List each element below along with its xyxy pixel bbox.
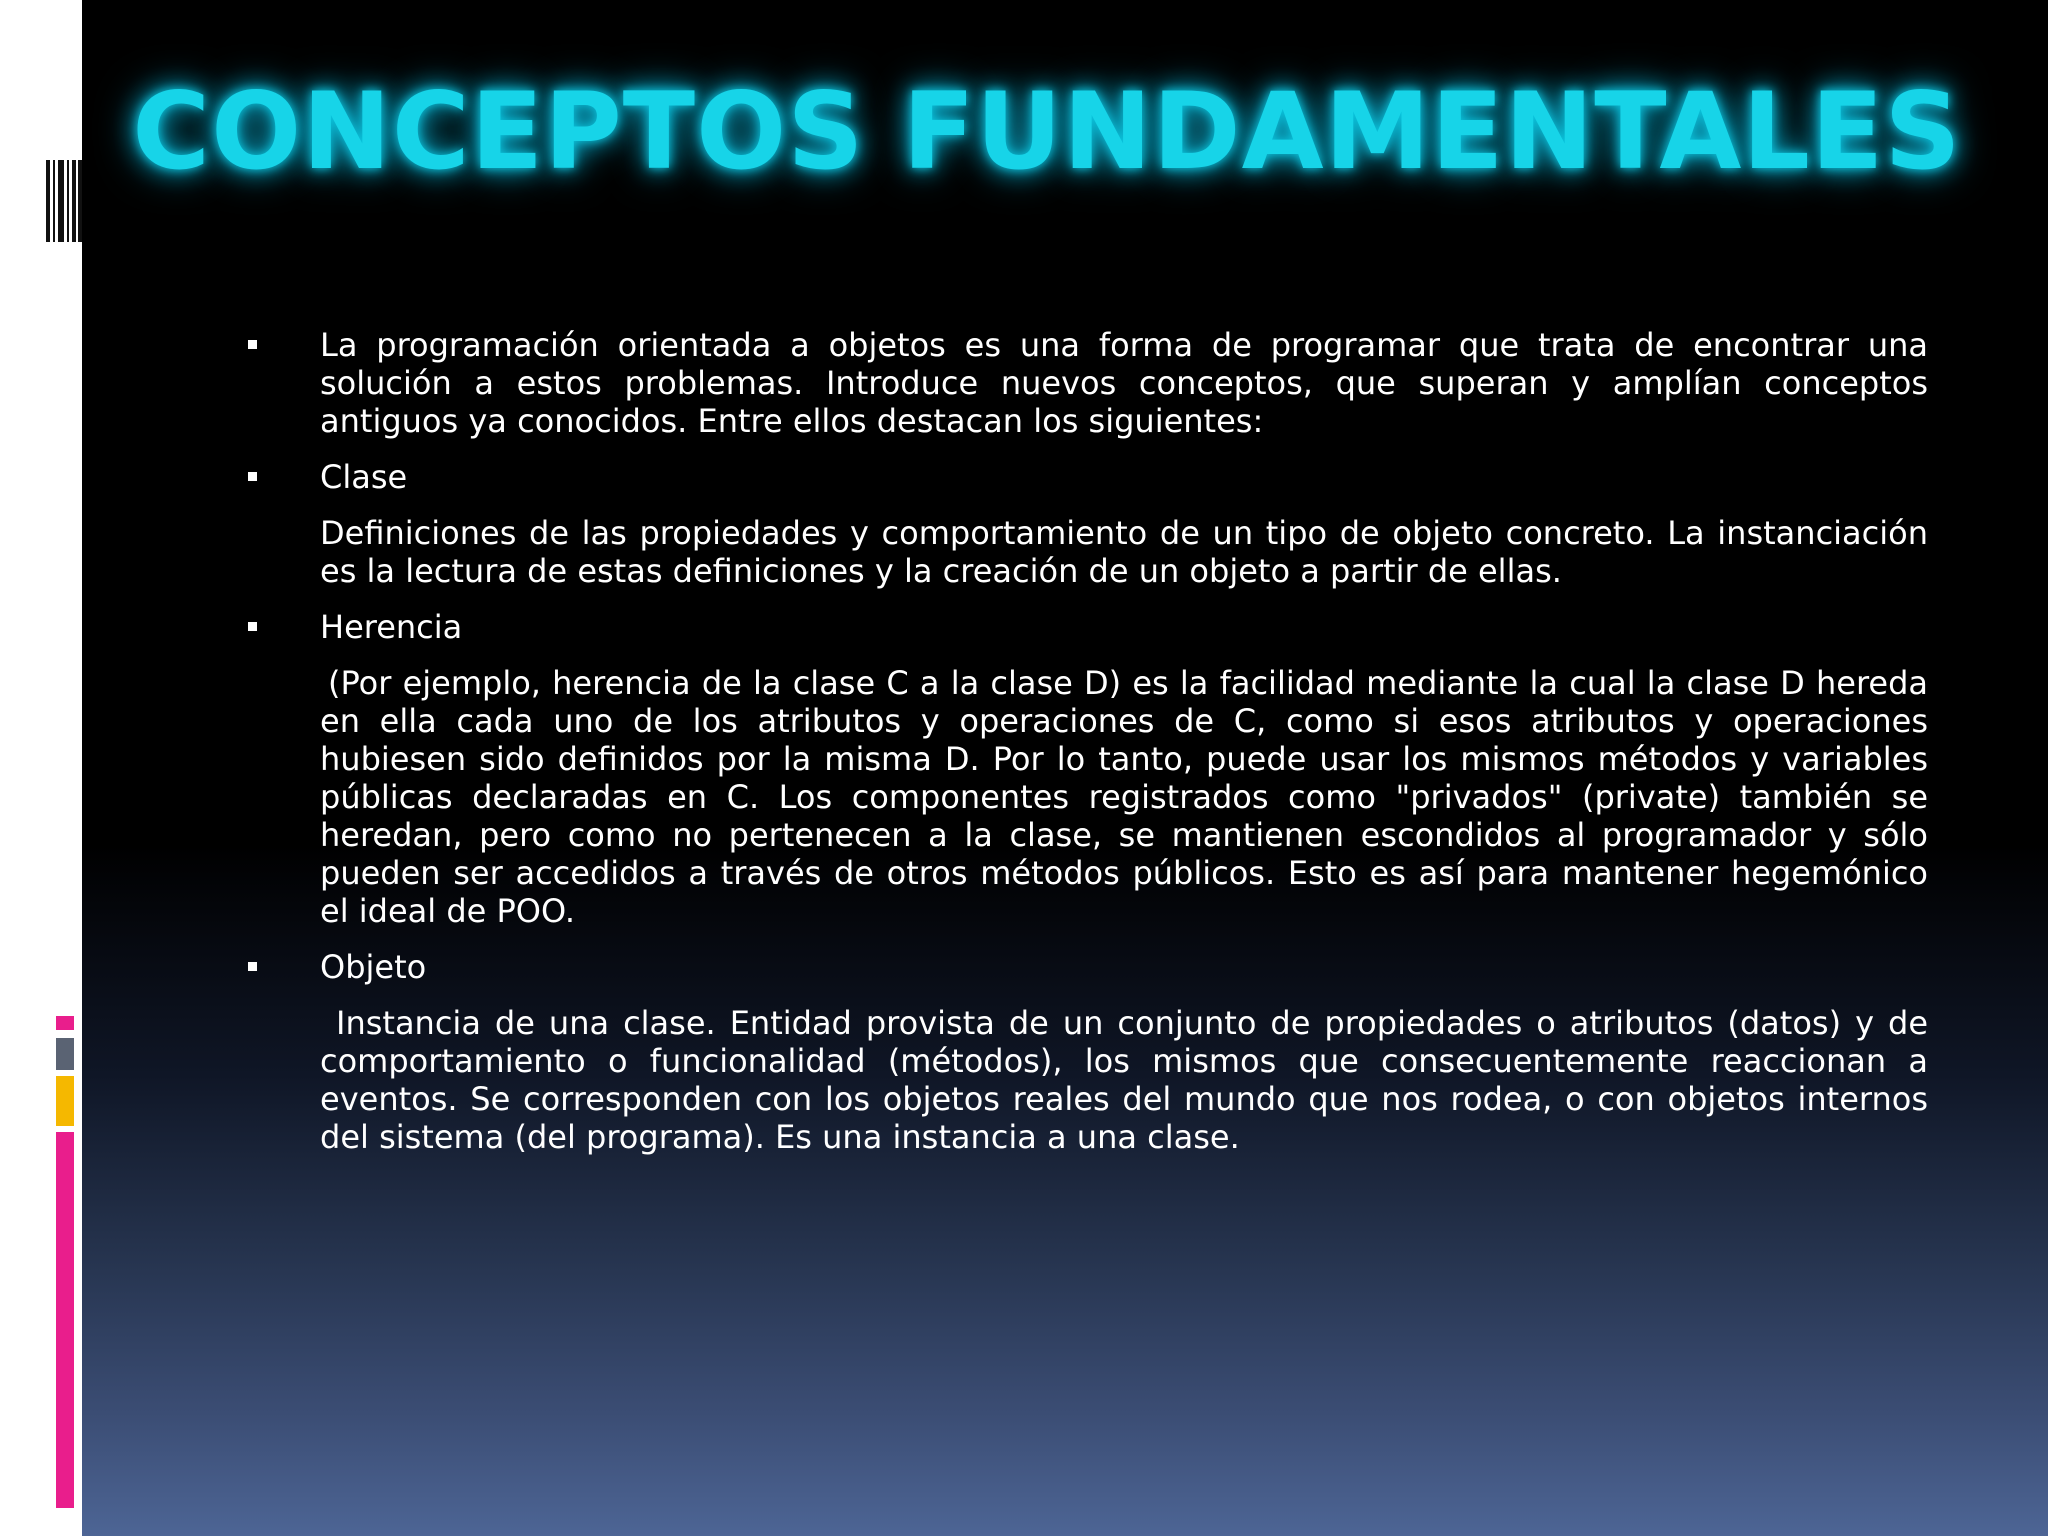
bullet-item-intro: [238, 326, 1928, 440]
bullet-icon: [248, 962, 257, 971]
slide-content: [238, 326, 1928, 1174]
deco-line: [72, 160, 76, 242]
deco-line: [53, 160, 55, 242]
definition-objeto: Instancia de una clase. Entidad provista de un conjunto de propiedades o atributos (datos) y de comportamiento o funcionalidad (métodos), los mismos que consecuentemente reaccionan a eventos. Se corresponden con los objetos reales del mundo que nos rodea, o con objetos internos del sistema (del programa). Es una instancia a una clase.: [320, 1004, 1928, 1156]
deco-line: [46, 160, 50, 242]
bullet-icon: [248, 622, 257, 631]
deco-line: [67, 160, 69, 242]
term-label: Objeto: [320, 948, 427, 986]
bullet-item-herencia: [238, 608, 1928, 646]
bullet-item-objeto: [238, 948, 1928, 986]
definition-herencia: (Por ejemplo, herencia de la clase C a la clase D) es la facilidad mediante la cual la clase D hereda en ella cada uno de los atributos y operaciones de C, como si esos atributos y operaciones hubiesen sido definidos por la misma D. Por lo tanto, puede usar los mismos métodos y variables públicas declaradas en C. Los componentes registrados como "privados" (private) también se heredan, pero como no pertenecen a la clase, se mantienen escondidos al programador y sólo pueden ser accedidos a través de otros métodos públicos. Esto es así para mantener hegemónico el ideal de POO.: [320, 664, 1928, 930]
deco-line: [58, 160, 64, 242]
accent-bar-pink: [56, 1016, 74, 1030]
definition-clase: Definiciones de las propiedades y comportamiento de un tipo de objeto concreto. La instanciación es la lectura de estas definiciones y la creación de un objeto a partir de ellas.: [320, 514, 1928, 590]
intro-text: La programación orientada a objetos es una forma de programar que trata de encontrar una solución a estos problemas. Introduce nuevos conceptos, que superan y amplían conceptos antiguos ya conocidos. Entre ellos destacan los siguientes:: [320, 326, 1928, 440]
bullet-icon: [248, 472, 257, 481]
accent-bar-gray: [56, 1038, 74, 1070]
bullet-icon: [248, 340, 257, 349]
bullet-item-clase: [238, 458, 1928, 496]
accent-bar-pink-long: [56, 1132, 74, 1508]
decorative-lines: [46, 160, 82, 242]
slide-title: CONCEPTOS FUNDAMENTALES: [132, 70, 1962, 193]
term-label: Herencia: [320, 608, 463, 646]
accent-bar-yellow: [56, 1076, 74, 1126]
term-label: Clase: [320, 458, 408, 496]
